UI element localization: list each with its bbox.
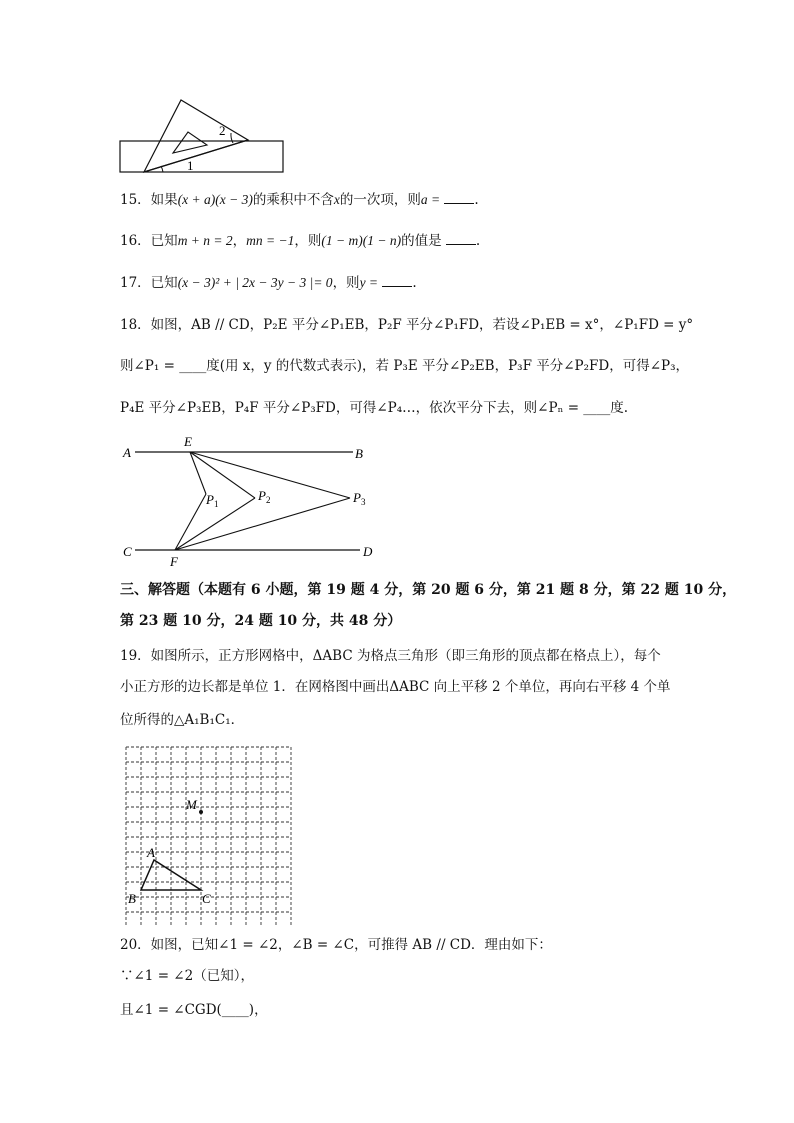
triangle-side-line: [144, 140, 248, 172]
question-17: 17．已知(x − 3)² + | 2x − 3y − 3 |= 0，则y = .: [120, 275, 417, 291]
segment-E-P2: [190, 452, 255, 498]
segment-F-P3: [175, 498, 350, 550]
grid-label-M: M: [186, 797, 197, 812]
point-label-F: F: [170, 554, 178, 569]
question-19-line-1: 19．如图所示，正方形网格中，ΔABC 为格点三角形（即三角形的顶点都在格点上），每个: [120, 648, 661, 664]
point-label-P3: $P_3$: [353, 490, 366, 507]
question-18-line-1: 18．如图，AB // CD，P₂E 平分∠P₁EB，P₂F 平分∠P₁FD，若设∠P₁EB = x°，∠P₁FD = y°: [120, 317, 694, 333]
question-19-line-3: 位所得的△A₁B₁C₁．: [120, 712, 245, 728]
grid-label-B: B: [128, 891, 136, 906]
figure-grid: [122, 745, 294, 925]
question-20-line-3: 且∠1 = ∠CGD(____)，: [120, 1002, 268, 1018]
point-label-A: A: [123, 445, 131, 460]
question-18-line-3: P₄E 平分∠P₃EB，P₄F 平分∠P₃FD，可得∠P₄…，依次平分下去，则∠Pₙ = ____度.: [120, 400, 629, 416]
point-M: [199, 810, 203, 814]
answer-blank[interactable]: [446, 231, 476, 245]
grid-label-A: A: [147, 845, 155, 860]
answer-blank[interactable]: [382, 273, 412, 287]
question-20-line-1: 20．如图，已知∠1 = ∠2，∠B = ∠C，可推得 AB // CD．理由如下：: [120, 937, 552, 953]
question-18-line-2: 则∠P₁ = ____度(用 x，y 的代数式表示)，若 P₃E 平分∠P₂EB，P₃F 平分∠P₂FD，可得∠P₃，: [120, 358, 690, 374]
figure-parallel-lines: [115, 430, 390, 570]
point-label-B: B: [355, 446, 363, 461]
ruler-rect: [120, 141, 283, 172]
triangle-outer: [144, 100, 248, 172]
point-label-P2: $P_2$: [258, 488, 271, 505]
point-label-C: C: [123, 544, 132, 559]
section-3-heading-line-2: 第 23 题 10 分，24 题 10 分，共 48 分）: [120, 613, 402, 629]
point-label-E: E: [184, 434, 192, 449]
figure-triangle-ruler: [115, 95, 295, 177]
question-20-line-2: ∵∠1 = ∠2（已知），: [120, 968, 254, 984]
grid-label-C: C: [202, 891, 211, 906]
angle-label-2: 2: [219, 123, 226, 138]
triangle-inner: [173, 132, 207, 153]
angle-label-1: 1: [187, 158, 194, 173]
question-15: 15．如果(x + a)(x − 3)的乘积中不含x的一次项，则a = .: [120, 192, 479, 208]
point-label-D: D: [363, 544, 373, 559]
question-19-line-2: 小正方形的边长都是单位 1．在网格图中画出ΔABC 向上平移 2 个单位，再向右平移 4 个单: [120, 679, 671, 695]
point-label-P1: $P_1$: [206, 492, 219, 509]
question-16: 16．已知m + n = 2，mn = −1，则(1 − m)(1 − n)的值是 .: [120, 233, 481, 249]
section-3-heading-line-1: 三、解答题（本题有 6 小题，第 19 题 4 分，第 20 题 6 分，第 21 题 8 分，第 22 题 10 分，: [120, 582, 737, 598]
segment-E-P3: [190, 452, 350, 498]
answer-blank[interactable]: [444, 190, 474, 204]
